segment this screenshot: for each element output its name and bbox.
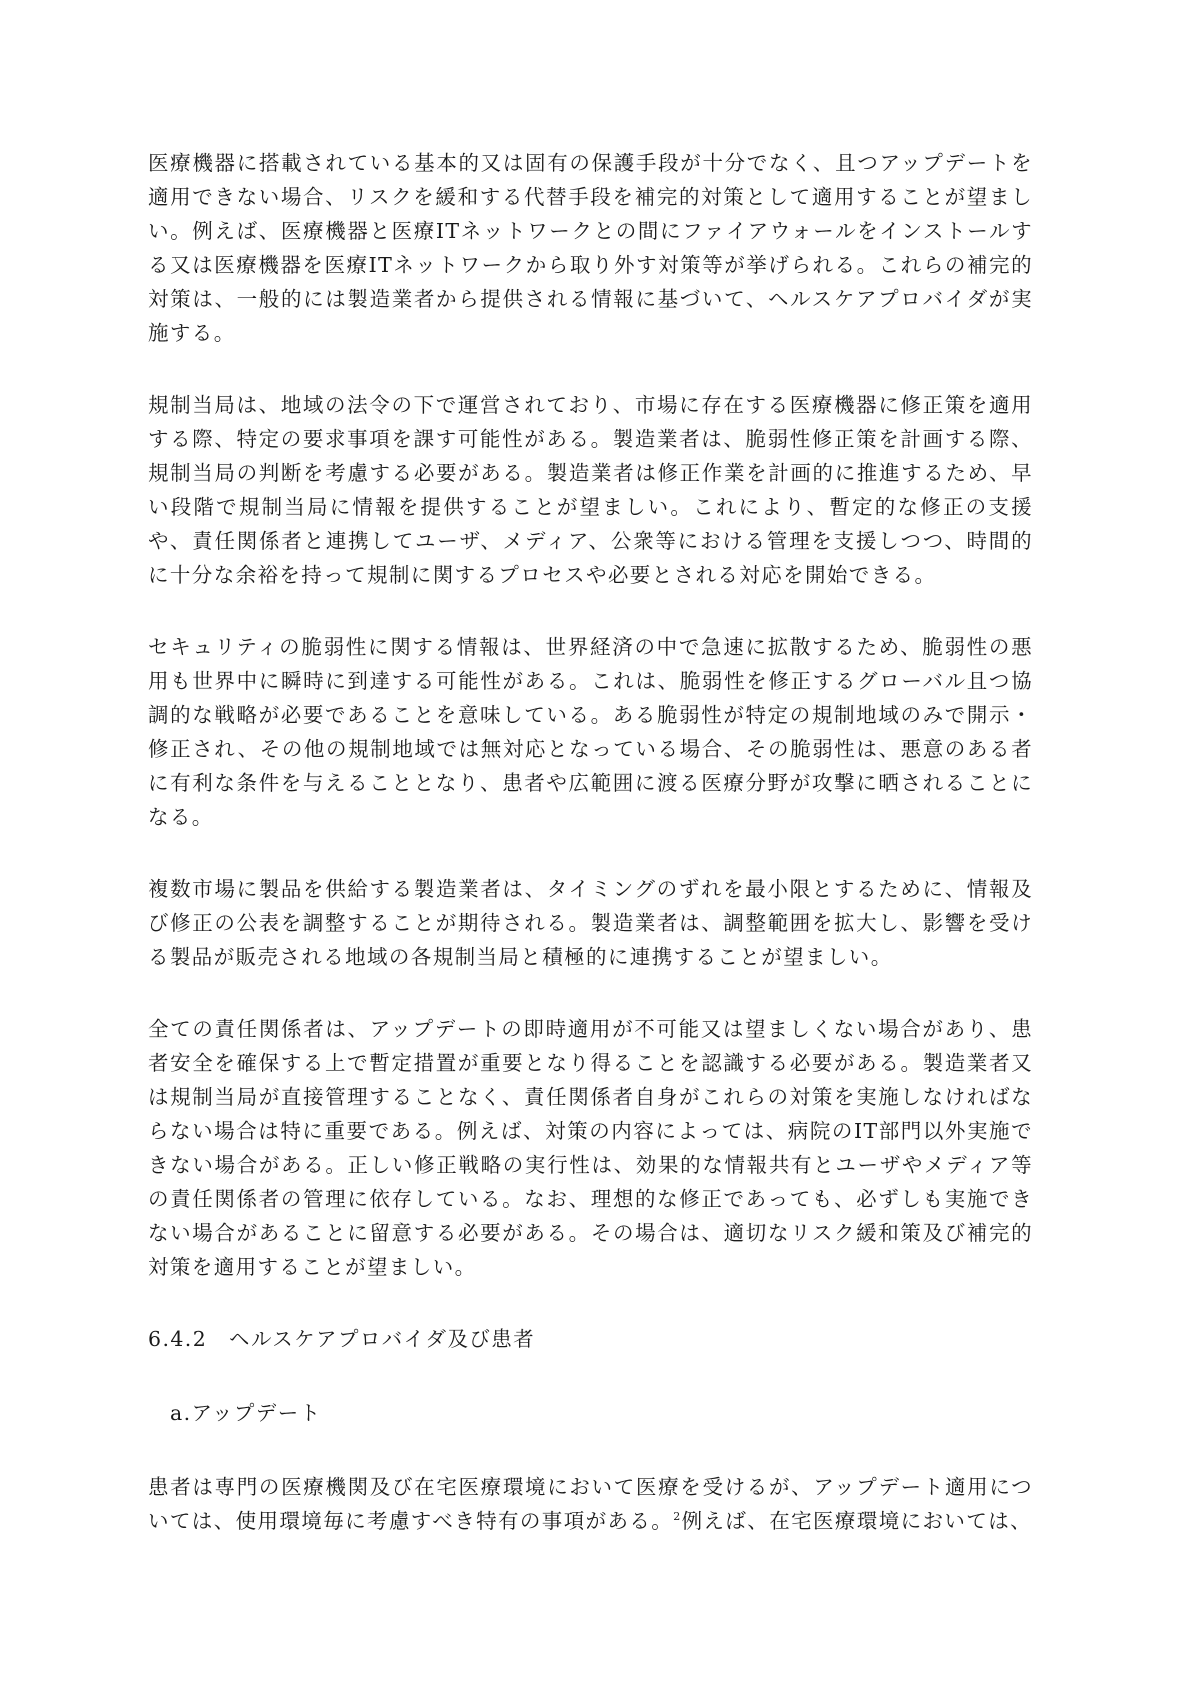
paragraph-compensating-controls: 医療機器に搭載されている基本的又は固有の保護手段が十分でなく、且つアップデートを適用できない場合、リスクを緩和する代替手段を補完的対策として適用することが望ましい。例えば、医療機器と医療ITネットワークとの間にファイアウォールをインストールする又は医療機器を医療ITネットワークから取り外す対策等が挙げられる。これらの補完的対策は、一般的には製造業者から提供される情報に基づいて、ヘルスケアプロバイダが実施する。: [148, 151, 1033, 345]
paragraph-patient-environment: [148, 1470, 1033, 1538]
paragraph-regulatory-authorities: 規制当局は、地域の法令の下で運営されており、市場に存在する医療機器に修正策を適用する際、特定の要求事項を課す可能性がある。製造業者は、脆弱性修正策を計画する際、規制当局の判断を考慮する必要がある。製造業者は修正作業を計画的に推進するため、早い段階で規制当局に情報を提供することが望ましい。これにより、暫定的な修正の支援や、責任関係者と連携してユーザ、メディア、公衆等における管理を支援しつつ、時間的に十分な余裕を持って規制に関するプロセスや必要とされる対応を開始できる。: [148, 393, 1033, 587]
paragraph-text-before-note: 患者は専門の医療機関及び在宅医療環境において医療を受けるが、アップデート適用については、使用環境毎に考慮すべき特有の事項がある。: [148, 1475, 1033, 1533]
paragraph-text-after-note: 例えば、在宅医療環境においては、: [681, 1509, 1033, 1533]
subsection-heading: a.アップデート: [170, 1401, 322, 1425]
paragraph-global-vulnerability: セキュリティの脆弱性に関する情報は、世界経済の中で急速に拡散するため、脆弱性の悪用も世界中に瞬時に到達する可能性がある。これは、脆弱性を修正するグローバル且つ協調的な戦略が必要であることを意味している。ある脆弱性が特定の規制地域のみで開示・修正され、その他の規制地域では無対応となっている場合、その脆弱性は、悪意のある者に有利な条件を与えることとなり、患者や広範囲に渡る医療分野が攻撃に晒されることになる。: [148, 635, 1033, 829]
section-heading: 6.4.2 ヘルスケアプロバイダ及び患者: [148, 1327, 536, 1351]
paragraph-interim-measures: 全ての責任関係者は、アップデートの即時適用が不可能又は望ましくない場合があり、患者安全を確保する上で暫定措置が重要となり得ることを認識する必要がある。製造業者又は規制当局が直接管理することなく、責任関係者自身がこれらの対策を実施しなければならない場合は特に重要である。例えば、対策の内容によっては、病院のIT部門以外実施できない場合がある。正しい修正戦略の実行性は、効果的な情報共有とユーザやメディア等の責任関係者の管理に依存している。なお、理想的な修正であっても、必ずしも実施できない場合があることに留意する必要がある。その場合は、適切なリスク緩和策及び補完的対策を適用することが望ましい。: [148, 1017, 1033, 1279]
paragraph-multiple-markets: 複数市場に製品を供給する製造業者は、タイミングのずれを最小限とするために、情報及び修正の公表を調整することが期待される。製造業者は、調整範囲を拡大し、影響を受ける製品が販売される地域の各規制当局と積極的に連携することが望ましい。: [148, 877, 1033, 969]
footnote-marker: 2: [673, 1510, 682, 1524]
document-body: [148, 146, 1033, 1538]
